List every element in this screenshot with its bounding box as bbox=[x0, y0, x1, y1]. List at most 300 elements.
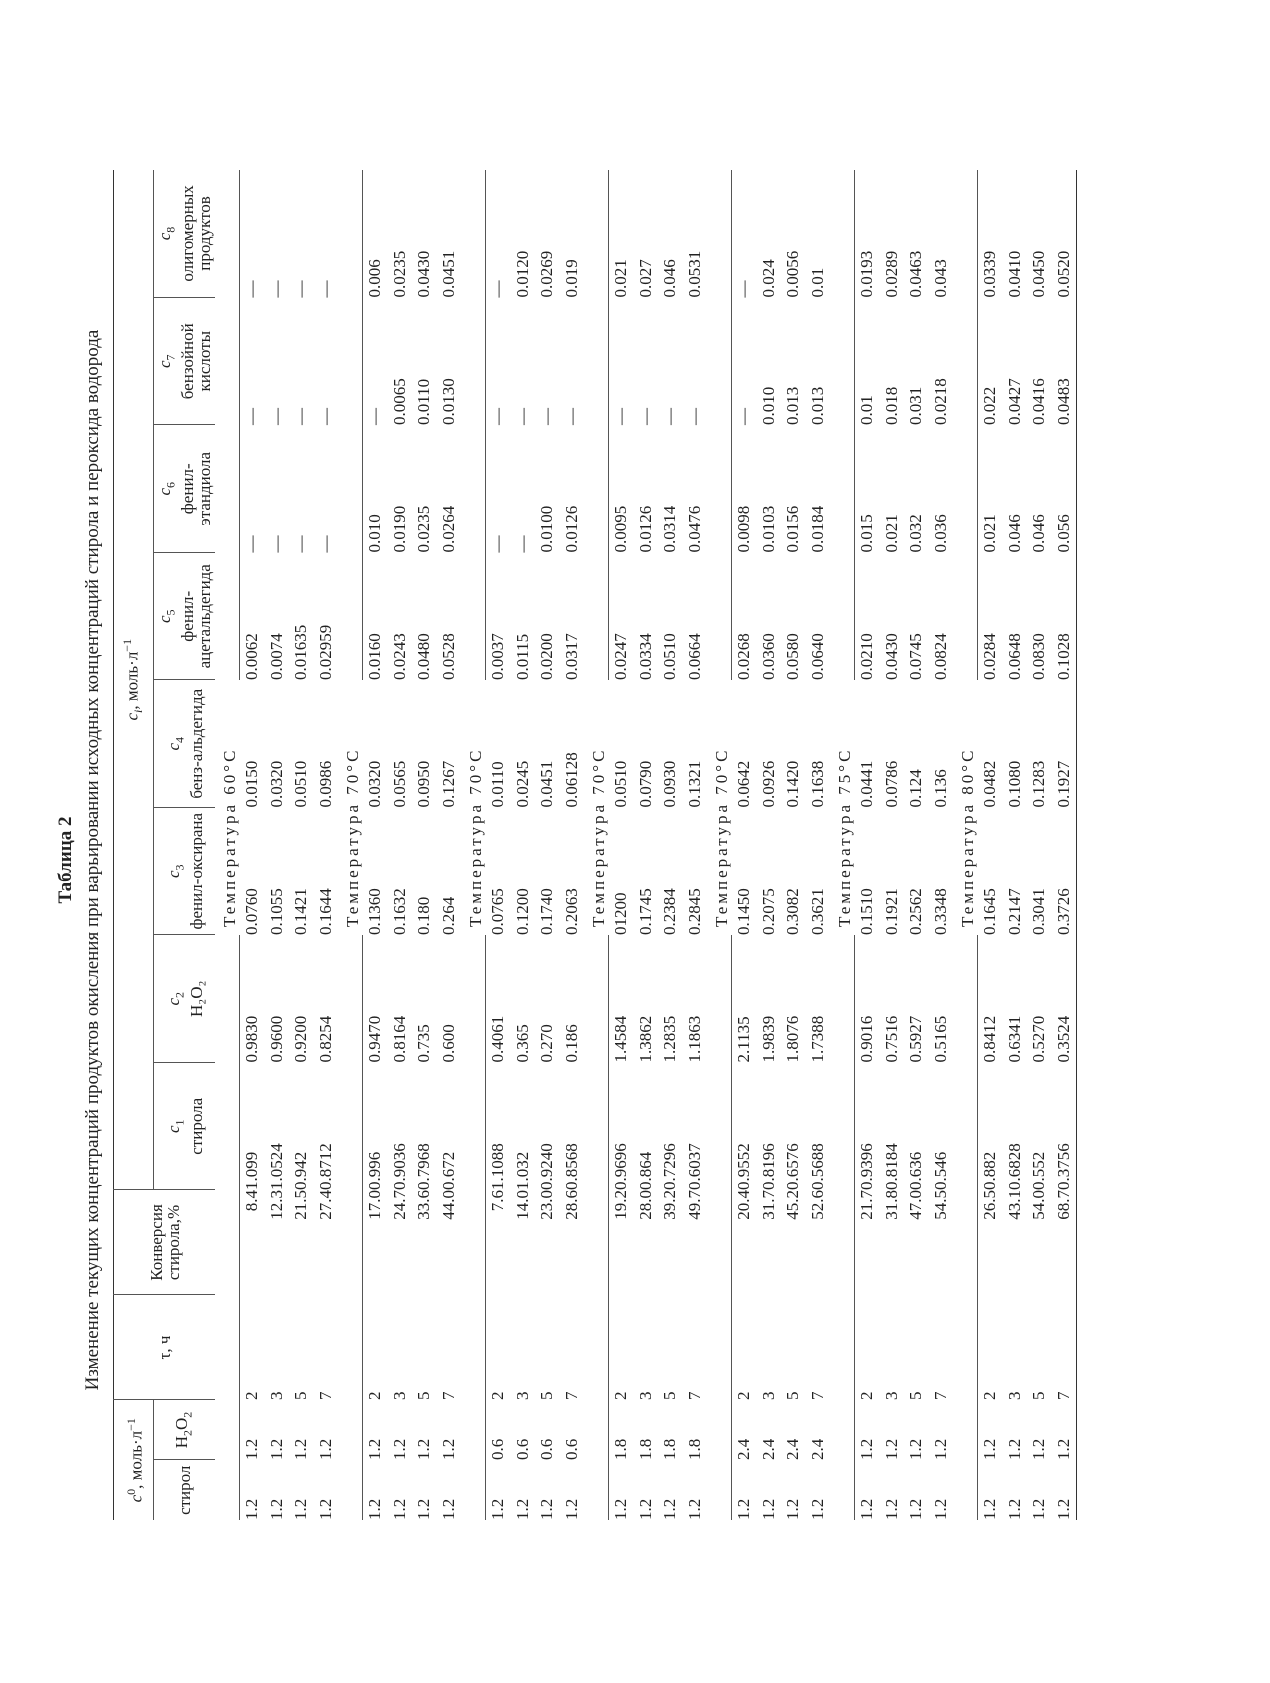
header-c5: $c_5$ фенил-ацетальдегида bbox=[154, 553, 216, 681]
table-cell: 0.027 bbox=[635, 259, 655, 298]
table-cell: 1.2 bbox=[242, 1498, 262, 1520]
table-cell: 0.0126 bbox=[635, 505, 655, 553]
table-cell: 49.7 bbox=[684, 1190, 704, 1220]
table-cell: 1.2 bbox=[315, 1438, 335, 1460]
table-cell: 2 bbox=[734, 1391, 754, 1400]
temperature-row bbox=[461, 170, 486, 1520]
table-cell: 45.2 bbox=[783, 1190, 803, 1220]
table-cell: 0.9036 bbox=[389, 1143, 409, 1190]
table-cell: 7.6 bbox=[488, 1190, 508, 1212]
table-cell: 2 bbox=[980, 1391, 1000, 1400]
table-cell: 0.0317 bbox=[561, 633, 581, 680]
table-cell: 2.4 bbox=[807, 1438, 827, 1460]
table-cell: 0.1420 bbox=[783, 760, 803, 808]
table-cell: 0.1450 bbox=[734, 888, 754, 935]
table-row bbox=[757, 170, 782, 1520]
table-cell: 1.2 bbox=[1029, 1498, 1049, 1520]
table-cell: 0.552 bbox=[1029, 1151, 1049, 1190]
table-cell: 2.1135 bbox=[734, 1016, 754, 1063]
table-cell: 0.5165 bbox=[930, 1015, 950, 1063]
table-cell: 1.2 bbox=[389, 1438, 409, 1460]
table-cell: 0.9396 bbox=[857, 1143, 877, 1190]
table-cell: 0.01 bbox=[807, 267, 827, 298]
temperature-label: Температура 70°C bbox=[465, 747, 485, 927]
table-cell: 0.0314 bbox=[660, 505, 680, 553]
separator-cell bbox=[215, 935, 240, 1063]
table-cell: 1.2 bbox=[906, 1438, 926, 1460]
table-cell: 1.2 bbox=[365, 1438, 385, 1460]
separator-cell bbox=[707, 425, 732, 553]
table-cell: 0.0110 bbox=[414, 378, 434, 425]
table-cell: 0.0765 bbox=[488, 888, 508, 935]
table-cell: 1.2 bbox=[438, 1438, 458, 1460]
table-cell: 0.7968 bbox=[414, 1143, 434, 1190]
separator-cell bbox=[707, 1400, 732, 1460]
table-cell: 7 bbox=[1053, 1391, 1073, 1400]
table-cell: 1.2 bbox=[266, 1438, 286, 1460]
separator-cell bbox=[338, 1400, 363, 1460]
header-initial-concentration: $c^0$, $моль\cdot л^{-1}$ bbox=[114, 1400, 154, 1520]
table-cell: 0.01 bbox=[857, 395, 877, 425]
table-cell: 1.2 bbox=[414, 1438, 434, 1460]
table-cell: 0.046 bbox=[1029, 514, 1049, 553]
table-cell: 0.0926 bbox=[758, 760, 778, 808]
table-cell: 0.0580 bbox=[783, 633, 803, 680]
separator-cell bbox=[461, 935, 486, 1063]
table-cell: 0.5270 bbox=[1029, 1015, 1049, 1063]
table-cell: 1.2 bbox=[611, 1498, 631, 1520]
table-cell: 28.6 bbox=[561, 1190, 581, 1220]
separator-cell bbox=[584, 935, 609, 1063]
table-cell: 0.365 bbox=[512, 1024, 532, 1063]
table-cell: — bbox=[561, 408, 581, 425]
separator-cell bbox=[830, 1400, 855, 1460]
separator-cell bbox=[461, 170, 486, 298]
table-cell: 21.7 bbox=[857, 1190, 877, 1220]
table-cell: 0.636 bbox=[906, 1151, 926, 1190]
table-cell: 0.0410 bbox=[1004, 250, 1024, 298]
table-cell: 0.942 bbox=[291, 1151, 311, 1190]
table-row bbox=[486, 170, 511, 1520]
table-cell: 0.9552 bbox=[734, 1143, 754, 1190]
table-cell: 0.0786 bbox=[881, 760, 901, 808]
table-cell: 27.4 bbox=[315, 1190, 335, 1220]
table-cell: 1.7388 bbox=[807, 1015, 827, 1063]
separator-cell bbox=[461, 1460, 486, 1520]
table-cell: — bbox=[734, 280, 754, 298]
temperature-row bbox=[830, 170, 855, 1520]
separator-cell bbox=[338, 1063, 363, 1191]
table-cell: 0.0430 bbox=[414, 250, 434, 298]
table-cell: 0.01635 bbox=[291, 624, 311, 680]
table-cell: 0.0193 bbox=[857, 250, 877, 298]
table-cell: 0.136 bbox=[930, 769, 950, 808]
table-cell: 0.1200 bbox=[512, 888, 532, 935]
table-cell: 0.0664 bbox=[684, 633, 704, 680]
table-row bbox=[880, 170, 905, 1520]
separator-cell bbox=[215, 298, 240, 426]
table-cell: 0.0510 bbox=[660, 633, 680, 680]
table-cell: 2 bbox=[488, 1391, 508, 1400]
temperature-row bbox=[707, 170, 732, 1520]
table-cell: 0.1360 bbox=[365, 888, 385, 935]
table-cell: 0.8568 bbox=[561, 1143, 581, 1190]
table-cell: 7 bbox=[315, 1391, 335, 1400]
table-cell: 0.7296 bbox=[660, 1143, 680, 1190]
temperature-row bbox=[215, 170, 240, 1520]
table-cell: — bbox=[488, 280, 508, 298]
table-cell: 0.270 bbox=[537, 1024, 557, 1063]
table-cell: 0.0476 bbox=[684, 505, 704, 553]
table-cell: 0.0100 bbox=[537, 505, 557, 553]
header-c1: $c_1$ стирола bbox=[154, 1063, 216, 1191]
separator-cell bbox=[461, 1063, 486, 1191]
table-cell: 0.0760 bbox=[242, 888, 262, 935]
table-cell: — bbox=[734, 408, 754, 425]
separator-cell bbox=[830, 553, 855, 681]
table-cell: 1.2 bbox=[1053, 1498, 1073, 1520]
separator-cell bbox=[215, 170, 240, 298]
table-cell: 1.2 bbox=[414, 1498, 434, 1520]
table-cell: — bbox=[242, 408, 262, 425]
table-cell: 5 bbox=[1029, 1391, 1049, 1400]
table-row bbox=[904, 170, 929, 1520]
table-cell: 0.8164 bbox=[389, 1015, 409, 1063]
table-cell: 1.2 bbox=[734, 1498, 754, 1520]
table-cell: 0.046 bbox=[1004, 514, 1024, 553]
table-cell: 0.124 bbox=[906, 769, 926, 808]
table-cell: 3 bbox=[389, 1391, 409, 1400]
table-row bbox=[634, 170, 659, 1520]
table-cell: 28.0 bbox=[635, 1190, 655, 1220]
table-cell: 0.0284 bbox=[980, 633, 1000, 680]
table-cell: 0.1921 bbox=[881, 888, 901, 935]
separator-cell bbox=[584, 1295, 609, 1400]
table-cell: 0.1321 bbox=[684, 760, 704, 808]
table-cell: 0.6 bbox=[488, 1438, 508, 1460]
table-cell: 0.0510 bbox=[611, 760, 631, 808]
table-cell: 1.1863 bbox=[684, 1015, 704, 1063]
table-cell: 0.013 bbox=[807, 386, 827, 425]
table-cell: 1.2 bbox=[807, 1498, 827, 1520]
table-cell: 1.099 bbox=[242, 1151, 262, 1190]
header-c2: $c_2$ H₂O₂ bbox=[154, 935, 216, 1063]
table-cell: 0.546 bbox=[930, 1151, 950, 1190]
separator-cell bbox=[830, 425, 855, 553]
table-cell: 1.2 bbox=[930, 1498, 950, 1520]
table-cell: 1.2 bbox=[881, 1438, 901, 1460]
table-row bbox=[1052, 170, 1077, 1520]
table-cell: 0.600 bbox=[438, 1024, 458, 1063]
table-cell: 0.010 bbox=[365, 514, 385, 553]
table-cell: 0.8184 bbox=[881, 1143, 901, 1190]
table-cell: 2 bbox=[365, 1391, 385, 1400]
separator-cell bbox=[584, 553, 609, 681]
table-cell: 0.0065 bbox=[389, 378, 409, 425]
table-row bbox=[412, 170, 437, 1520]
table-row bbox=[1003, 170, 1028, 1520]
table-cell: 0.0245 bbox=[512, 760, 532, 808]
table-cell: 0.2063 bbox=[561, 888, 581, 935]
table-cell: — bbox=[266, 280, 286, 298]
temperature-label: Температура 70°C bbox=[588, 747, 608, 927]
table-cell: 0.0200 bbox=[537, 633, 557, 680]
separator-cell bbox=[461, 1295, 486, 1400]
table-cell: 0.0150 bbox=[242, 760, 262, 808]
table-cell: 0.672 bbox=[438, 1151, 458, 1190]
separator-cell bbox=[338, 298, 363, 426]
table-cell: 54.5 bbox=[930, 1190, 950, 1220]
table-cell: 0.031 bbox=[906, 386, 926, 425]
table-cell: 0.1510 bbox=[857, 888, 877, 935]
table-cell: 1.2 bbox=[930, 1438, 950, 1460]
table-cell: 1.2 bbox=[537, 1498, 557, 1520]
table-cell: 0.996 bbox=[365, 1151, 385, 1190]
table-cell: 0.3524 bbox=[1053, 1015, 1073, 1063]
table-cell: 0.0095 bbox=[611, 505, 631, 553]
table-cell: 5 bbox=[660, 1391, 680, 1400]
temperature-label: Температура 80°C bbox=[957, 747, 977, 927]
table-row bbox=[806, 170, 831, 1520]
table-cell: 0.010 bbox=[758, 386, 778, 425]
table-cell: 1.2 bbox=[291, 1498, 311, 1520]
table-caption: Изменение текущих концентраций продуктов окисления при варьировании исходных концентраций стирола и пероксида водорода bbox=[82, 329, 103, 1391]
separator-cell bbox=[707, 298, 732, 426]
separator-cell bbox=[584, 1460, 609, 1520]
table-cell: 1.0524 bbox=[266, 1143, 286, 1190]
separator-cell bbox=[707, 1063, 732, 1191]
table-cell: 1.2 bbox=[1004, 1438, 1024, 1460]
table-cell: 0.8254 bbox=[315, 1015, 335, 1063]
table-row bbox=[732, 170, 757, 1520]
table-cell: 1.2 bbox=[881, 1498, 901, 1520]
table-cell: 0.019 bbox=[561, 259, 581, 298]
table-cell: 0.180 bbox=[414, 896, 434, 935]
separator-cell bbox=[215, 1400, 240, 1460]
table-cell: 5 bbox=[783, 1391, 803, 1400]
table-cell: 3 bbox=[1004, 1391, 1024, 1400]
separator-cell bbox=[215, 425, 240, 553]
table-cell: 1.2 bbox=[635, 1498, 655, 1520]
table-cell: 0.0074 bbox=[266, 633, 286, 680]
table-cell: 1.2 bbox=[857, 1498, 877, 1520]
table-cell: 0.0648 bbox=[1004, 633, 1024, 680]
table-cell: 0.0243 bbox=[389, 633, 409, 680]
table-cell: 3 bbox=[758, 1391, 778, 1400]
table-cell: 0.0103 bbox=[758, 505, 778, 553]
table-cell: 1.2 bbox=[438, 1498, 458, 1520]
separator-cell bbox=[584, 1400, 609, 1460]
table-cell: 33.6 bbox=[414, 1190, 434, 1220]
table-cell: 1.8 bbox=[635, 1438, 655, 1460]
table-row bbox=[560, 170, 585, 1520]
separator-cell bbox=[953, 1063, 978, 1191]
table-cell: 1.2 bbox=[684, 1498, 704, 1520]
table-cell: 0.0451 bbox=[537, 760, 557, 808]
table-row bbox=[978, 170, 1003, 1520]
table-cell: 0.3621 bbox=[807, 888, 827, 935]
separator-cell bbox=[584, 1190, 609, 1295]
table-cell: 0.6037 bbox=[684, 1143, 704, 1190]
table-cell: 0.0120 bbox=[512, 250, 532, 298]
table-cell: 0.013 bbox=[783, 386, 803, 425]
table-cell: 1.8 bbox=[684, 1438, 704, 1460]
table-cell: 5 bbox=[537, 1391, 557, 1400]
table-cell: 2.4 bbox=[783, 1438, 803, 1460]
separator-cell bbox=[830, 1295, 855, 1400]
temperature-row bbox=[338, 170, 363, 1520]
table-cell: 1.2 bbox=[291, 1438, 311, 1460]
table-row bbox=[437, 170, 462, 1520]
table-cell: 0.9016 bbox=[857, 1015, 877, 1063]
table-cell: 23.0 bbox=[537, 1190, 557, 1220]
table-cell: 1.2 bbox=[783, 1498, 803, 1520]
temperature-row bbox=[953, 170, 978, 1520]
table-cell: 0.1740 bbox=[537, 888, 557, 935]
table-cell: 3 bbox=[266, 1391, 286, 1400]
separator-cell bbox=[830, 935, 855, 1063]
table-cell: 0.5927 bbox=[906, 1015, 926, 1063]
table-cell: 5 bbox=[906, 1391, 926, 1400]
table-row bbox=[363, 170, 388, 1520]
table-cell: 0.0640 bbox=[807, 633, 827, 680]
table-cell: 0.1632 bbox=[389, 888, 409, 935]
table-cell: 1.2 bbox=[980, 1498, 1000, 1520]
table-cell: 0.0930 bbox=[660, 760, 680, 808]
table-cell: — bbox=[291, 535, 311, 553]
table-cell: 68.7 bbox=[1053, 1190, 1073, 1220]
table-cell: 2 bbox=[242, 1391, 262, 1400]
separator-cell bbox=[584, 170, 609, 298]
table-cell: — bbox=[660, 408, 680, 425]
temperature-label: Температура 70°C bbox=[711, 747, 731, 927]
table-cell: 0.015 bbox=[857, 514, 877, 553]
table-cell: 0.021 bbox=[881, 514, 901, 553]
table-cell: 0.024 bbox=[758, 259, 778, 298]
table-cell: 1.2 bbox=[315, 1498, 335, 1520]
table-cell: 1.8 bbox=[660, 1438, 680, 1460]
table-cell: 1.8076 bbox=[783, 1015, 803, 1063]
table-cell: — bbox=[291, 408, 311, 425]
table-cell: 1.2 bbox=[1053, 1438, 1073, 1460]
table-cell: — bbox=[315, 408, 335, 425]
table-cell: 0.1028 bbox=[1053, 633, 1073, 680]
table-cell: 54.0 bbox=[1029, 1190, 1049, 1220]
header-conversion: Конверсия стирола,% bbox=[114, 1190, 216, 1295]
table-cell: 0.2147 bbox=[1004, 888, 1024, 935]
rotated-page bbox=[40, 150, 1140, 1570]
table-cell: 0.056 bbox=[1053, 514, 1073, 553]
table-cell: 0.5688 bbox=[807, 1143, 827, 1190]
table-cell: 1.1088 bbox=[488, 1143, 508, 1190]
table-cell: 0.006 bbox=[365, 259, 385, 298]
table-cell: 1.2 bbox=[488, 1498, 508, 1520]
table-cell: 0.8712 bbox=[315, 1143, 335, 1190]
table-row bbox=[535, 170, 560, 1520]
table-cell: 0.032 bbox=[906, 514, 926, 553]
table-cell: 0.6576 bbox=[783, 1143, 803, 1190]
table-cell: 1.2 bbox=[980, 1438, 1000, 1460]
table-cell: 0.021 bbox=[611, 259, 631, 298]
table-cell: 0.046 bbox=[660, 259, 680, 298]
table-cell: — bbox=[537, 408, 557, 425]
table-cell: 0.735 bbox=[414, 1024, 434, 1063]
table-cell: 0.018 bbox=[881, 386, 901, 425]
table-cell: 0.0520 bbox=[1053, 250, 1073, 298]
table-cell: 0.02959 bbox=[315, 624, 335, 680]
separator-cell bbox=[584, 1063, 609, 1191]
separator-cell bbox=[830, 1190, 855, 1295]
separator-cell bbox=[953, 935, 978, 1063]
table-cell: 0.0745 bbox=[906, 633, 926, 680]
table-cell: 0.1645 bbox=[980, 888, 1000, 935]
table-cell: 7 bbox=[930, 1391, 950, 1400]
separator-cell bbox=[461, 553, 486, 681]
separator-cell bbox=[953, 1190, 978, 1295]
separator-cell bbox=[707, 1190, 732, 1295]
table-cell: 0.0427 bbox=[1004, 378, 1024, 425]
table-cell: 0.0269 bbox=[537, 250, 557, 298]
table-cell: 0.0463 bbox=[906, 250, 926, 298]
table-cell: 0.0320 bbox=[266, 760, 286, 808]
table-cell: 0.9830 bbox=[242, 1015, 262, 1063]
table-cell: 0.0115 bbox=[512, 633, 532, 680]
table-cell: 24.7 bbox=[389, 1190, 409, 1220]
table-cell: — bbox=[291, 280, 311, 298]
table-cell: 0.0160 bbox=[365, 633, 385, 680]
table-cell: 0.0184 bbox=[807, 505, 827, 553]
separator-cell bbox=[338, 425, 363, 553]
separator-cell bbox=[707, 170, 732, 298]
separator-cell bbox=[953, 298, 978, 426]
separator-cell bbox=[338, 935, 363, 1063]
table-row bbox=[265, 170, 290, 1520]
table-cell: 1.3862 bbox=[635, 1015, 655, 1063]
table-cell: — bbox=[315, 535, 335, 553]
table-cell: 0.0450 bbox=[1029, 250, 1049, 298]
table-cell: 0.0360 bbox=[758, 633, 778, 680]
table-cell: 17.0 bbox=[365, 1190, 385, 1220]
table-cell: 0.0320 bbox=[365, 760, 385, 808]
header-c6: $c_6$ фенил-этандиола bbox=[154, 425, 216, 553]
table-cell: 26.5 bbox=[980, 1190, 1000, 1220]
table-title: Таблица 2 bbox=[55, 816, 76, 904]
header-styrene: стирол bbox=[175, 1465, 195, 1515]
table-cell: — bbox=[635, 408, 655, 425]
table-cell: — bbox=[512, 408, 532, 425]
separator-cell bbox=[953, 425, 978, 553]
separator-cell bbox=[461, 1190, 486, 1295]
table-cell: 0.0156 bbox=[783, 505, 803, 553]
separator-cell bbox=[953, 553, 978, 681]
table-cell: 0.0565 bbox=[389, 760, 409, 808]
separator-cell bbox=[707, 1460, 732, 1520]
table-cell: — bbox=[611, 408, 631, 425]
table-cell: 0.0247 bbox=[611, 633, 631, 680]
separator-cell bbox=[215, 1190, 240, 1295]
table-cell: — bbox=[365, 408, 385, 425]
table-cell: 2 bbox=[611, 1391, 631, 1400]
table-cell: 01200 bbox=[611, 892, 631, 935]
table-row bbox=[314, 170, 339, 1520]
table-cell: 0.3726 bbox=[1053, 888, 1073, 935]
table-cell: 0.0790 bbox=[635, 760, 655, 808]
table-cell: 0.9200 bbox=[291, 1015, 311, 1063]
table-cell: 1.2 bbox=[266, 1498, 286, 1520]
temperature-label: Температура 75°C bbox=[834, 747, 854, 927]
table-cell: 0.1644 bbox=[315, 888, 335, 935]
table-cell: 1.2 bbox=[857, 1438, 877, 1460]
